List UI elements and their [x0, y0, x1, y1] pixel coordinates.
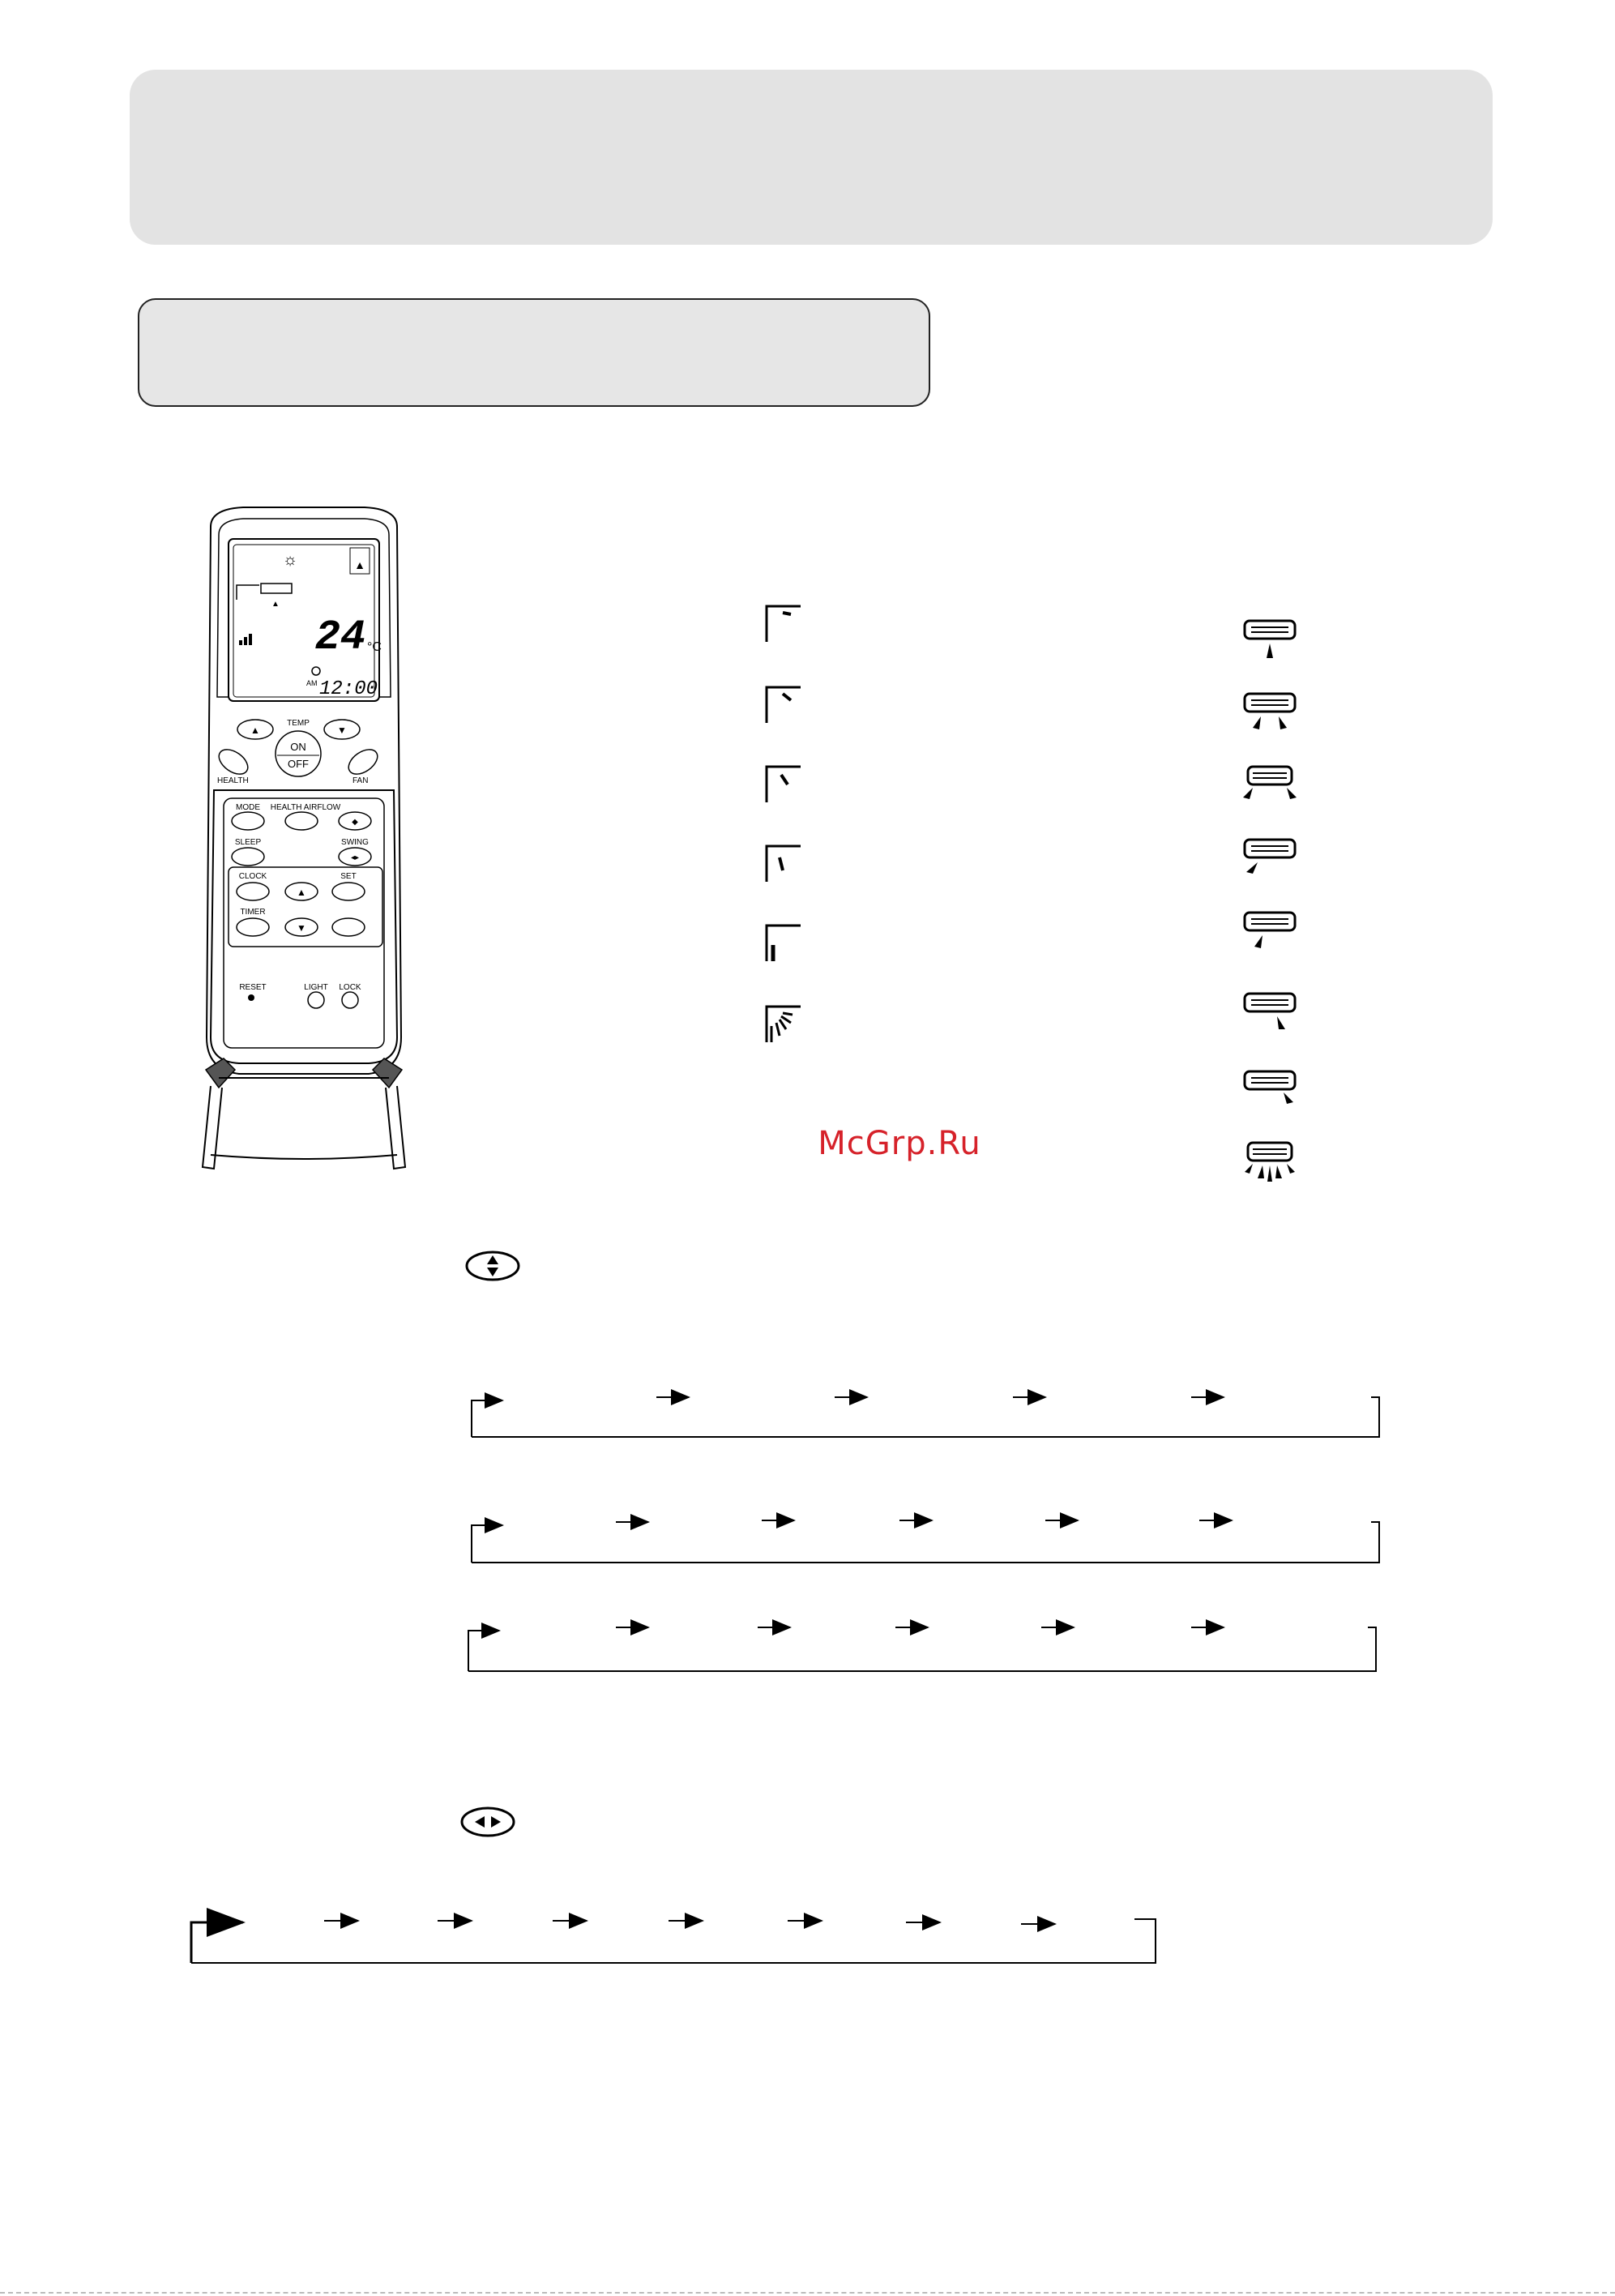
- airflow-split-icon: [1240, 689, 1300, 741]
- svg-text:◂▸: ◂▸: [350, 853, 360, 862]
- light-button[interactable]: [308, 992, 324, 1008]
- lcd-time: 12:00: [318, 678, 378, 700]
- fan-label: FAN: [352, 776, 369, 785]
- flap-position-4-icon: [762, 840, 807, 885]
- clock-label: CLOCK: [238, 872, 267, 881]
- page-bottom-edge: [0, 2292, 1615, 2294]
- set-label: SET: [340, 872, 357, 881]
- swing-label: SWING: [341, 838, 369, 847]
- flap-position-1-icon: [762, 600, 807, 645]
- airflow-right-down-icon: [1240, 989, 1300, 1041]
- health-label: HEALTH: [217, 776, 249, 785]
- on-label: ON: [290, 741, 306, 753]
- svg-text:▼: ▼: [337, 725, 347, 736]
- airflow-down-icon: [1240, 616, 1300, 668]
- lcd-temperature: 24: [314, 614, 366, 661]
- timer-button[interactable]: [237, 918, 269, 936]
- vertical-cycle-2: [472, 1520, 1379, 1563]
- horizontal-cycle-diagram: [178, 1896, 1167, 1986]
- svg-text:▲: ▲: [271, 600, 280, 609]
- svg-text:▲: ▲: [250, 725, 260, 736]
- health-airflow-label: HEALTH AIRFLOW: [270, 803, 341, 812]
- sun-mode-icon: ☼: [282, 551, 298, 569]
- lock-button[interactable]: [342, 992, 358, 1008]
- clock-button[interactable]: [237, 883, 269, 900]
- airflow-left-down-icon: [1240, 835, 1300, 887]
- lock-label: LOCK: [339, 983, 361, 992]
- swing-button-icon: [454, 1804, 522, 1840]
- off-label: OFF: [288, 758, 309, 770]
- airflow-all-icon: [1240, 1138, 1300, 1190]
- header-band: [130, 70, 1493, 245]
- temp-label: TEMP: [287, 719, 310, 728]
- flap-position-5-icon: [762, 919, 807, 964]
- airflow-icon-column: [1240, 616, 1305, 1183]
- flap-position-2-icon: [762, 681, 807, 726]
- flap-position-3-icon: [762, 760, 807, 806]
- reset-label: RESET: [239, 983, 267, 992]
- vertical-cycle-1: [472, 1397, 1379, 1437]
- mode-label: MODE: [236, 803, 260, 812]
- svg-text:▼: ▼: [297, 922, 306, 934]
- watermark: McGrp.Ru: [818, 1125, 981, 1162]
- svg-text:▲: ▲: [297, 887, 306, 898]
- set-button[interactable]: [332, 883, 365, 900]
- lcd-ampm: AM: [306, 679, 318, 687]
- airflow-wide-icon: [1240, 762, 1300, 814]
- remote-control-illustration: [194, 502, 413, 1175]
- vertical-airflow-button-icon: [459, 1248, 527, 1284]
- light-label: LIGHT: [304, 983, 328, 992]
- timer-label: TIMER: [240, 908, 266, 917]
- vertical-cycle-3: [468, 1627, 1376, 1671]
- airflow-left-icon: [1240, 908, 1300, 960]
- fan-speed-icon: ▲: [354, 558, 365, 571]
- lcd-unit: °C: [367, 640, 382, 654]
- vertical-cycle-diagrams: [454, 1370, 1394, 1694]
- cancel-button[interactable]: [332, 918, 365, 936]
- mode-button[interactable]: [232, 812, 264, 830]
- flap-swing-icon: [762, 1000, 807, 1045]
- health-airflow-button[interactable]: [285, 812, 318, 830]
- sleep-button[interactable]: [232, 848, 264, 866]
- svg-text:◆: ◆: [352, 818, 358, 827]
- flap-icon-column: [762, 600, 810, 1037]
- reset-button[interactable]: [248, 994, 254, 1001]
- airflow-right-icon: [1240, 1067, 1300, 1118]
- section-title-box: [138, 298, 930, 407]
- sleep-label: SLEEP: [234, 838, 262, 847]
